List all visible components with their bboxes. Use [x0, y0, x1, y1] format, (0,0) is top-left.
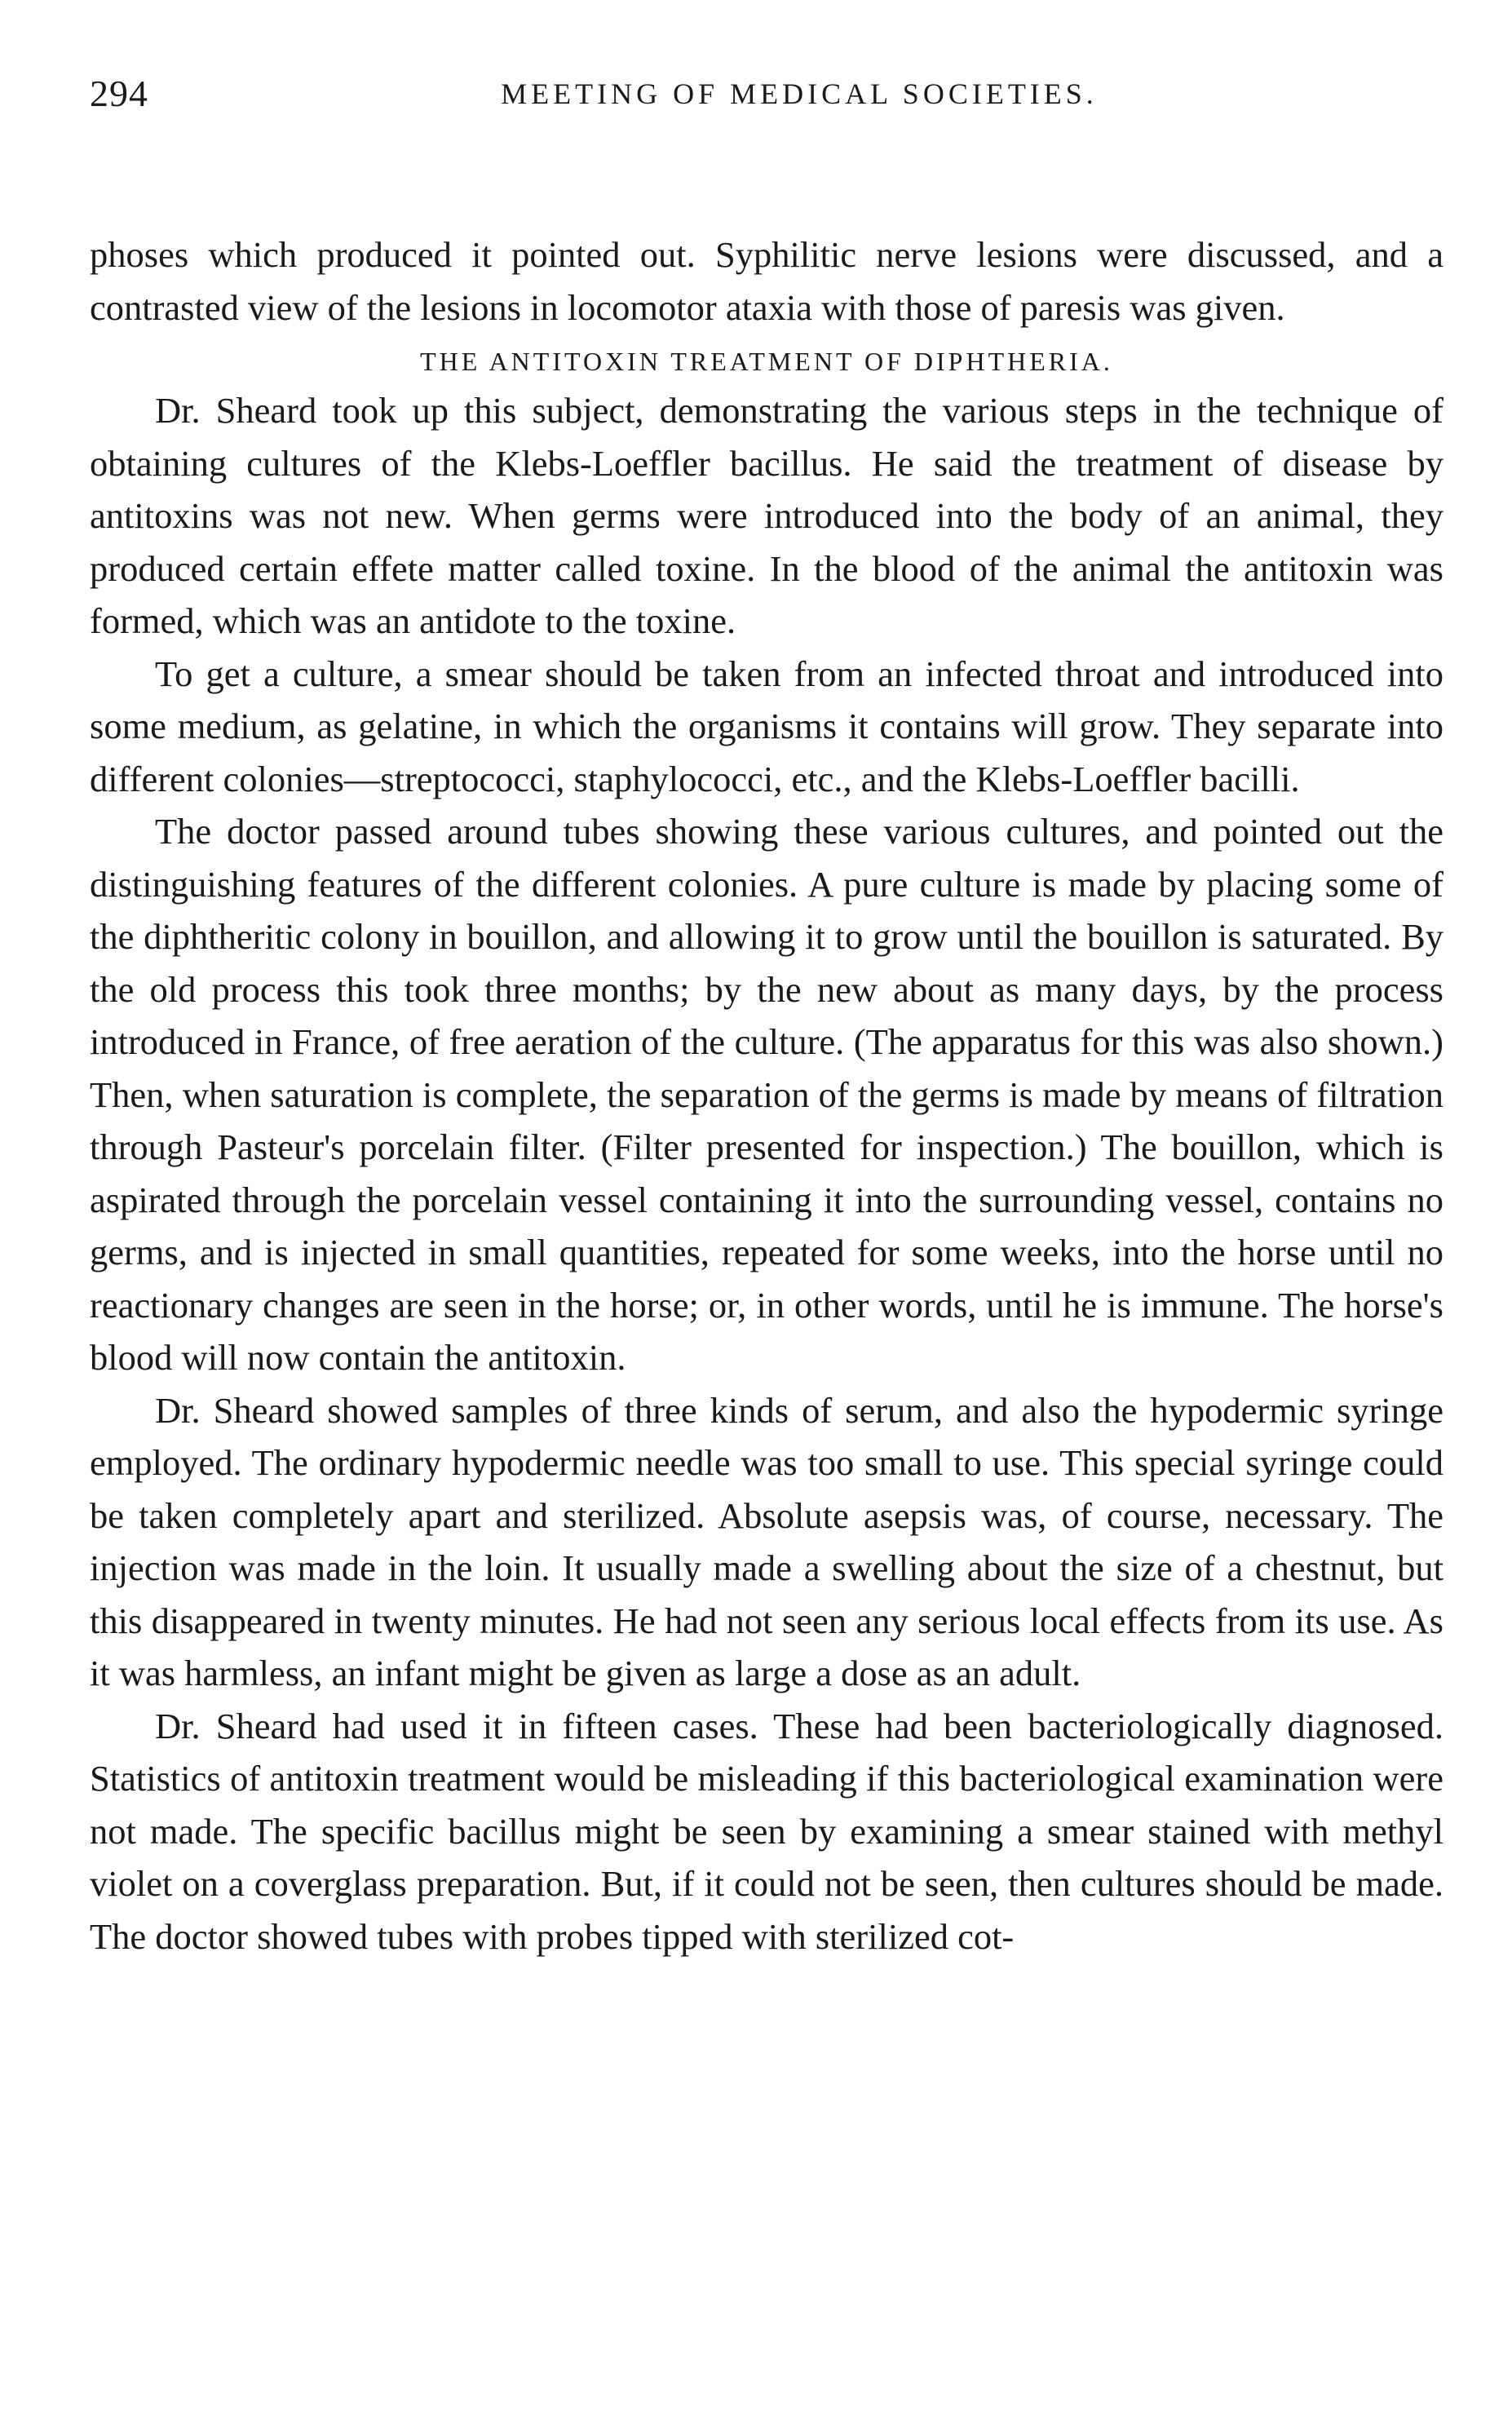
- section-heading: THE ANTITOXIN TREATMENT OF DIPHTHERIA.: [420, 347, 1113, 376]
- paragraph-continuation: phoses which produced it pointed out. Syphilitic nerve lesions were discussed, and a contrasted view of the lesions in locomotor ataxia with those of paresis was given.: [90, 234, 1443, 328]
- running-head: [90, 65, 1443, 122]
- paragraph: Dr. Sheard showed samples of three kinds of serum, and also the hypodermic syringe employed. The ordinary hypodermic needle was too small to use. This special syringe could be taken completely apart and sterilized. Absolute asepsis was, of course, necessary. The injection was made in the loin. It usually made a swelling about the size of a chestnut, but this disappeared in twenty minutes. He had not seen any serious local effects from its use. As it was harmless, an infant might be given as large a dose as an adult.: [90, 1389, 1443, 1693]
- paragraph: Dr. Sheard took up this subject, demonstrating the various steps in the technique of obtaining cultures of the Klebs-Loeffler bacillus. He said the treatment of disease by antitoxins was not new. When germs were introduced into the body of an animal, they produced certain effete matter called toxine. In the blood of the animal the antitoxin was formed, which was an antidote to the toxine.: [90, 390, 1443, 641]
- paragraph: Dr. Sheard had used it in fifteen cases. These had been bacteriologically diagnosed. Statistics of antitoxin treatment would be misleading if this bacteriological examination were not made. The specific bacillus might be seen by examining a smear stained with methyl violet on a coverglass preparation. But, if it could not be seen, then cultures should be made. The doctor showed tubes with probes tipped with sterilized cot-: [90, 1705, 1443, 1957]
- page-number: 294: [90, 73, 148, 114]
- body-text: [90, 228, 1443, 1963]
- document-page: [90, 65, 1443, 1963]
- running-title: MEETING OF MEDICAL SOCIETIES.: [501, 77, 1098, 110]
- paragraph: To get a culture, a smear should be taken from an infected throat and introduced into some medium, as gelatine, in which the organisms it contains will grow. They separate into different colonies—streptococci, staphylococci, etc., and the Klebs-Loeffler bacilli.: [90, 653, 1443, 799]
- paragraph: The doctor passed around tubes showing these various cultures, and pointed out the distinguishing features of the different colonies. A pure culture is made by placing some of the diphtheritic colony in bouillon, and allowing it to grow until the bouillon is saturated. By the old process this took three months; by the new about as many days, by the process introduced in France, of free aeration of the culture. (The apparatus for this was also shown.) Then, when saturation is complete, the separation of the germs is made by means of filtration through Pasteur's porcelain filter. (Filter presented for inspection.) The bouillon, which is aspirated through the porcelain vessel containing it into the surrounding vessel, contains no germs, and is injected in small quantities, repeated for some weeks, into the horse until no reactionary changes are seen in the horse; or, in other words, until he is immune. The horse's blood will now contain the antitoxin.: [90, 811, 1443, 1378]
